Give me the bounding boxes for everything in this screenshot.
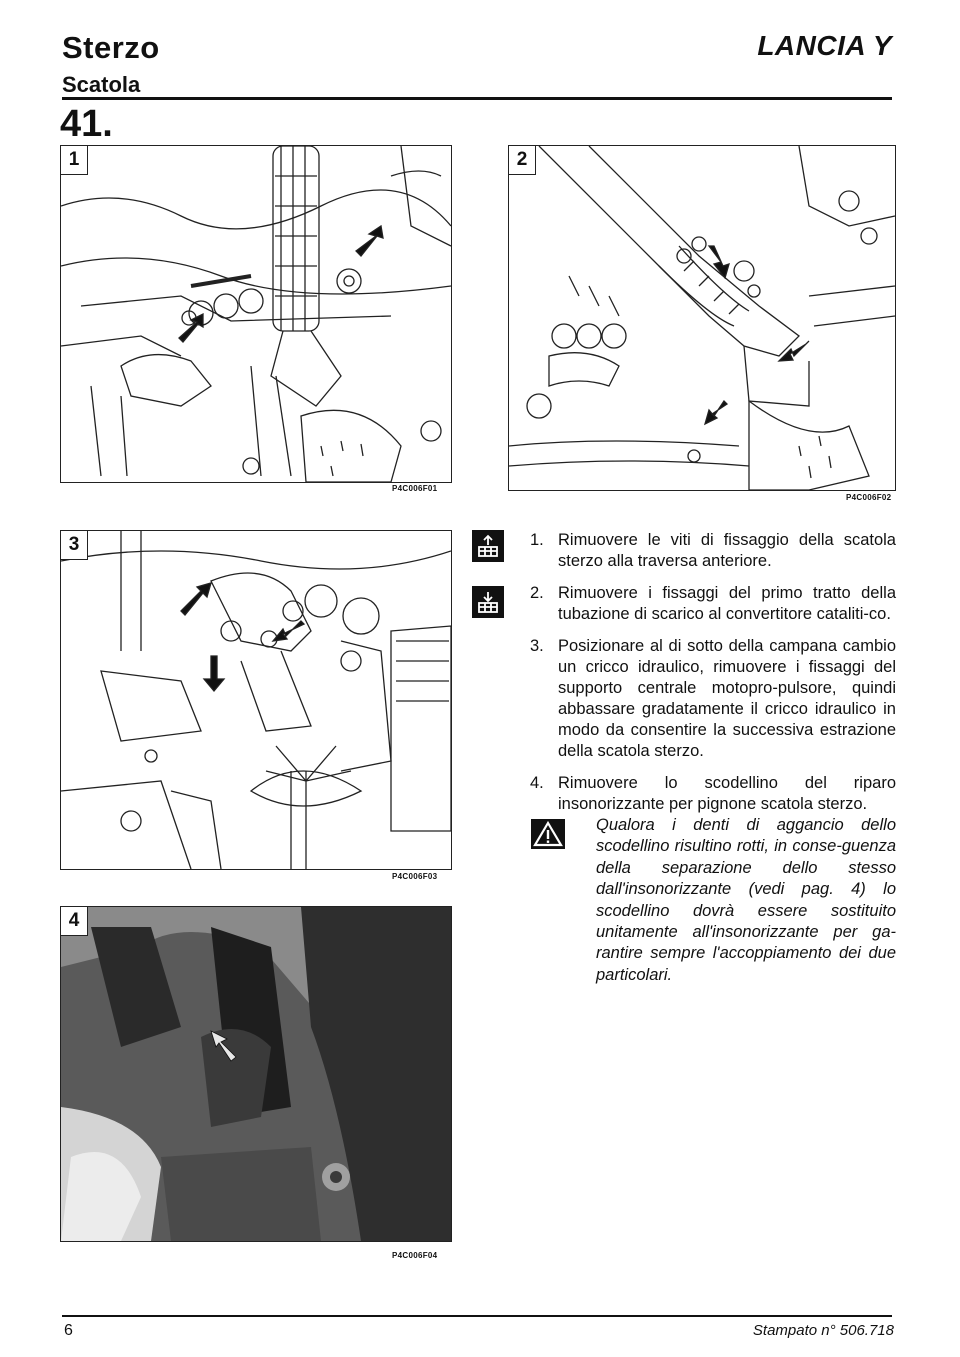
- warning-triangle-icon: [531, 819, 565, 849]
- figure-2-drawing: [509, 146, 895, 490]
- print-stamp: Stampato n° 506.718: [752, 1322, 894, 1339]
- figure-3: [60, 530, 452, 870]
- figure-1-drawing: [61, 146, 451, 482]
- warning-note: Qualora i denti di aggancio dello scodellino risultino rotti, in conse-guenza della separazione dello stesso dall'insonorizzante (vedi pag. 4) lo scodellino dovrà essere sostituito unitamente all'insonorizzante per ga-rantire sempre l'accoppiamento dei due particolari.: [596, 816, 896, 984]
- step-number: 2.: [530, 584, 544, 602]
- figure-1: [60, 145, 452, 483]
- figure-2-caption: P4C006F02: [846, 493, 892, 502]
- section-number: 41.: [60, 103, 113, 145]
- page-title: Sterzo: [62, 30, 160, 65]
- step-item: [530, 773, 896, 815]
- figure-2-number: 2: [509, 146, 536, 175]
- step-text: Posizionare al di sotto della campana cambio un cricco idraulico, rimuovere i fissaggi del supporto centrale motopro-pulsore, quindi abbassare gradatamente il cricco idraulico in modo da consentire la successiva estrazione della scatola sterzo.: [558, 637, 896, 760]
- figure-4-number: 4: [61, 907, 88, 936]
- refit-to-vehicle-icon: [472, 586, 504, 618]
- figure-1-caption: P4C006F01: [392, 484, 438, 493]
- step-item: [530, 530, 896, 572]
- figure-3-drawing: [61, 531, 451, 869]
- figure-2: [508, 145, 896, 491]
- step-number: 3.: [530, 637, 544, 655]
- figure-4: [60, 906, 452, 1242]
- figure-4-caption: P4C006F04: [392, 1251, 438, 1260]
- page-number: 6: [64, 1322, 73, 1339]
- header-rule: [62, 97, 892, 100]
- figure-3-number: 3: [61, 531, 88, 560]
- figure-3-caption: P4C006F03: [392, 872, 438, 881]
- step-number: 4.: [530, 774, 544, 792]
- brand-name: LANCIA Y: [757, 30, 892, 61]
- page-subtitle: Scatola: [62, 72, 141, 97]
- step-text: Rimuovere lo scodellino del riparo insonorizzante per pignone scatola sterzo.: [558, 774, 896, 813]
- step-text: Rimuovere i fissaggi del primo tratto della tubazione di scarico al convertitore cataliti-co.: [558, 584, 896, 623]
- step-item: [530, 583, 896, 625]
- step-number: 1.: [530, 531, 544, 549]
- footer-rule: [62, 1315, 892, 1317]
- step-text: Rimuovere le viti di fissaggio della scatola sterzo alla traversa anteriore.: [558, 531, 896, 570]
- remove-from-vehicle-icon: [472, 530, 504, 562]
- figure-1-number: 1: [61, 146, 88, 175]
- figure-4-photo: [61, 907, 451, 1241]
- step-item: [530, 636, 896, 762]
- procedure-steps: [530, 530, 896, 826]
